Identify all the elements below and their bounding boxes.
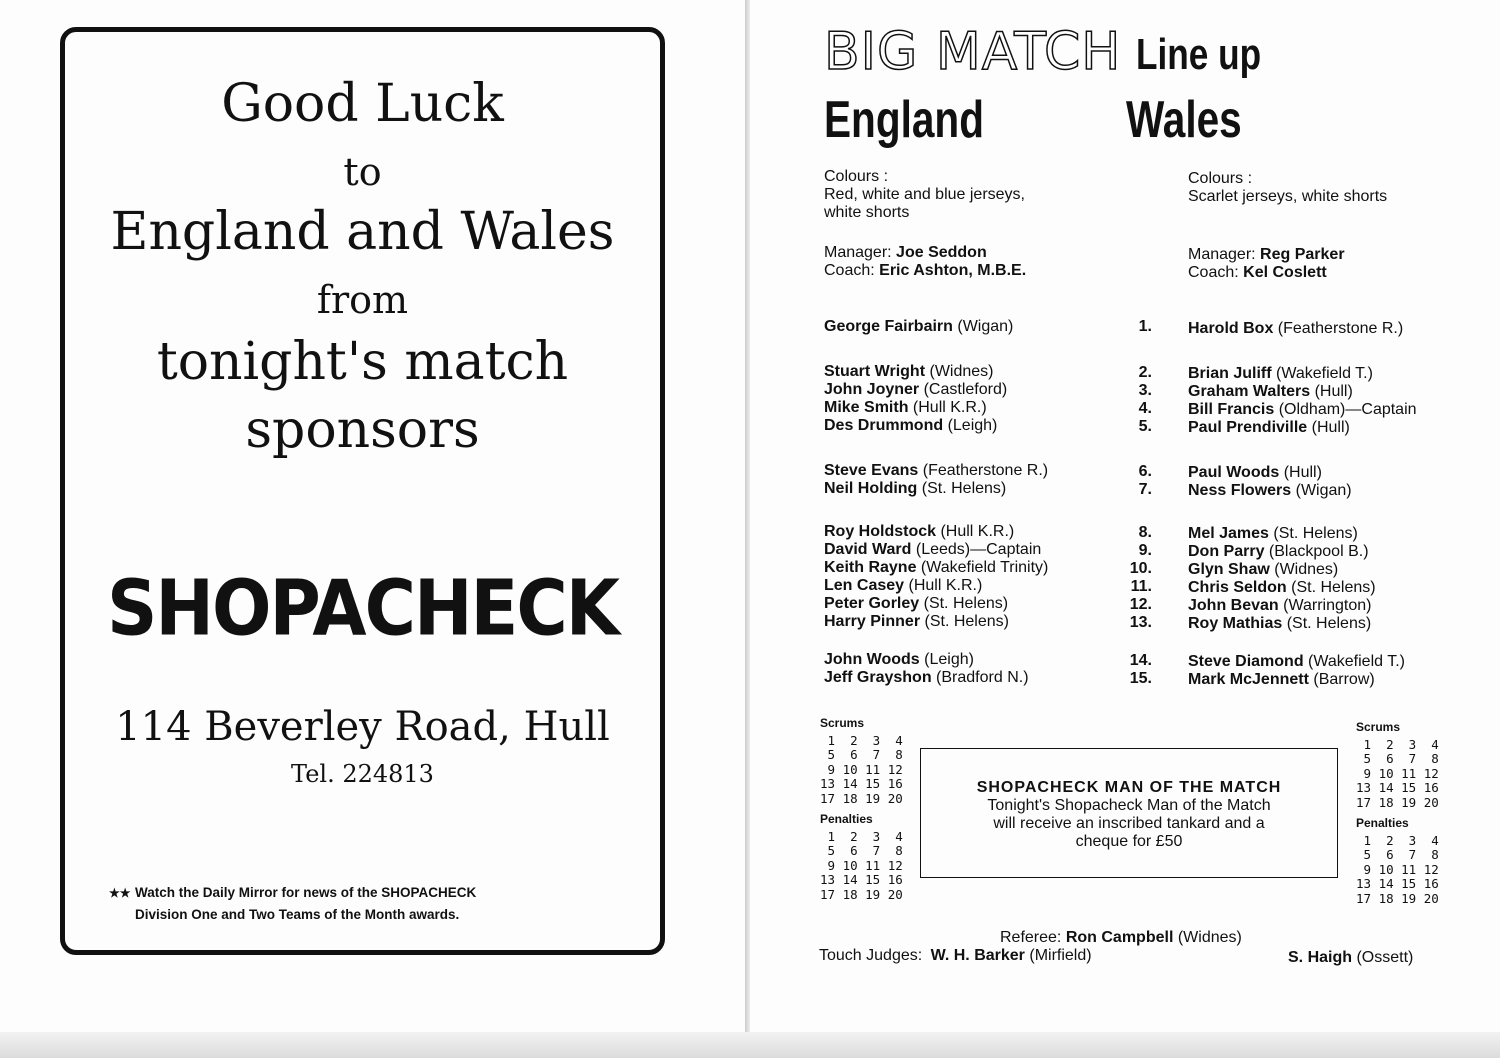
jersey-number-1: 1.: [1138, 318, 1152, 335]
jersey-number-14: 14.: [1129, 652, 1152, 669]
england-manager-label: Manager:: [824, 244, 892, 261]
england-scrums-row: 17 18 19 20: [820, 790, 903, 806]
england-player-3: John Joyner (Castleford): [824, 381, 1008, 398]
england-player-13: Harry Pinner (St. Helens): [824, 613, 1009, 630]
wales-player-3: Graham Walters (Hull): [1188, 383, 1353, 400]
england-scrums-row: 9 10 11 12: [820, 761, 903, 777]
england-player-12: Peter Gorley (St. Helens): [824, 595, 1009, 612]
jersey-number-12: 12.: [1129, 596, 1152, 613]
sponsor-logo: SHOPACHECK: [107, 562, 618, 654]
england-player-2: Stuart Wright (Widnes): [824, 363, 994, 380]
jersey-number-11: 11.: [1130, 578, 1152, 595]
england-penalties-label: Penalties: [820, 812, 873, 826]
england-scrums-row: 13 14 15 16: [820, 776, 903, 791]
wales-player-1: Harold Box (Featherstone R.): [1188, 320, 1404, 337]
touch-judge-2-club: (Ossett): [1356, 949, 1414, 966]
wales-player-10: Glyn Shaw (Widnes): [1188, 561, 1339, 578]
wales-colours-label: Colours :: [1188, 170, 1253, 187]
jersey-number-4: 4.: [1138, 400, 1152, 417]
wales-manager: Reg Parker: [1260, 246, 1345, 263]
england-scrums-label: Scrums: [820, 716, 865, 730]
england-penalties-row: 17 18 19 20: [820, 886, 903, 902]
england-player-11: Len Casey (Hull K.R.): [824, 577, 983, 594]
england-penalties-row: 1 2 3 4: [820, 828, 903, 844]
england-colours: [824, 168, 1025, 222]
ad-line-good-luck: Good Luck: [221, 74, 504, 134]
jersey-number-7: 7.: [1138, 481, 1152, 498]
footnote-line-1: Watch the Daily Mirror for news of the SHOPACHECK: [135, 885, 477, 900]
wales-colours: [1188, 170, 1387, 206]
wales-player-7: Ness Flowers (Wigan): [1188, 482, 1352, 499]
touch-judge-1-name: W. H. Barker: [930, 947, 1025, 964]
sponsor-address: 114 Beverley Road, Hull: [115, 704, 610, 750]
team-england-heading: England: [824, 91, 984, 149]
jersey-number-2: 2.: [1138, 364, 1152, 381]
wales-penalties-row: 9 10 11 12: [1356, 861, 1439, 877]
referee-name: Ron Campbell: [1065, 929, 1174, 946]
england-penalties-row: 5 6 7 8: [820, 843, 903, 858]
wales-colours-line-1: Scarlet jerseys, white shorts: [1188, 188, 1388, 205]
motm-line-3: cheque for £50: [1075, 833, 1183, 850]
referee: [1000, 929, 1242, 947]
big-match-title: BIG MATCH: [824, 22, 1122, 82]
wales-scrums-row: 5 6 7 8: [1356, 751, 1439, 766]
england-player-4: Mike Smith (Hull K.R.): [824, 399, 987, 416]
wales-penalties-row: 13 14 15 16: [1356, 876, 1439, 891]
ad-line-teams: England and Wales: [110, 202, 615, 262]
wales-player-2: Brian Juliff (Wakefield T.): [1188, 365, 1373, 382]
wales-penalties-row: 5 6 7 8: [1356, 847, 1439, 862]
touch-judge-1-club: (Mirfield): [1029, 947, 1092, 964]
wales-scrums-row: 13 14 15 16: [1356, 780, 1439, 795]
england-player-7: Neil Holding (St. Helens): [824, 480, 1007, 497]
team-wales-heading: Wales: [1126, 91, 1242, 149]
sponsor-ad: [60, 27, 665, 955]
touch-judges-label: Touch Judges:: [819, 947, 923, 964]
page-bottom-edge: [0, 1032, 1500, 1058]
england-player-10: Keith Rayne (Wakefield Trinity): [824, 559, 1049, 576]
england-player-1: George Fairbairn (Wigan): [824, 318, 1014, 335]
wales-player-12: John Bevan (Warrington): [1188, 597, 1372, 614]
wales-coach: Kel Coslett: [1243, 264, 1327, 281]
wales-player-13: Roy Mathias (St. Helens): [1188, 615, 1372, 632]
jersey-number-6: 6.: [1138, 463, 1152, 480]
wales-scrums-row: 1 2 3 4: [1356, 736, 1439, 752]
wales-scrums-row: 9 10 11 12: [1356, 765, 1439, 781]
ad-line-to: to: [343, 150, 382, 194]
england-coach-label: Coach:: [824, 262, 875, 279]
england-penalties-row: 9 10 11 12: [820, 857, 903, 873]
right-page: [750, 0, 1500, 1058]
england-staff: [824, 244, 1026, 280]
wales-player-6: Paul Woods (Hull): [1188, 464, 1322, 481]
england-colours-line-1: Red, white and blue jerseys,: [824, 186, 1025, 203]
wales-penalties-label: Penalties: [1356, 816, 1409, 830]
ad-line-tonights-match: tonight's match: [156, 332, 569, 392]
star-icon: ★★: [109, 886, 131, 900]
england-player-9: David Ward (Leeds)—Captain: [824, 541, 1042, 558]
wales-penalties-row: 1 2 3 4: [1356, 832, 1439, 848]
wales-scrums-row: 17 18 19 20: [1356, 794, 1439, 810]
wales-player-11: Chris Seldon (St. Helens): [1188, 579, 1376, 596]
jersey-number-9: 9.: [1138, 542, 1152, 559]
ad-line-sponsors: sponsors: [245, 400, 480, 460]
referee-label: Referee:: [1000, 929, 1062, 946]
england-colours-label: Colours :: [824, 168, 889, 185]
touch-judge-1: [819, 947, 1092, 965]
wales-coach-label: Coach:: [1188, 264, 1239, 281]
jersey-number-13: 13.: [1129, 614, 1152, 631]
england-tally: [820, 716, 903, 902]
wales-staff: [1188, 246, 1345, 282]
wales-player-4: Bill Francis (Oldham)—Captain: [1188, 401, 1417, 418]
jersey-number-10: 10.: [1129, 560, 1152, 577]
wales-player-5: Paul Prendiville (Hull): [1188, 419, 1350, 436]
touch-judge-2-name: S. Haigh: [1288, 949, 1353, 966]
england-colours-line-2: white shorts: [824, 204, 910, 221]
england-player-5: Des Drummond (Leigh): [824, 417, 998, 434]
england-player-15: Jeff Grayshon (Bradford N.): [824, 669, 1029, 686]
england-manager: Joe Seddon: [896, 244, 987, 261]
jersey-number-3: 3.: [1138, 382, 1152, 399]
wales-player-15: Mark McJennett (Barrow): [1188, 671, 1375, 688]
wales-player-8: Mel James (St. Helens): [1188, 525, 1358, 542]
wales-penalties-row: 17 18 19 20: [1356, 890, 1439, 906]
ad-line-from: from: [316, 278, 409, 322]
england-player-14: John Woods (Leigh): [824, 651, 974, 668]
motm-title: SHOPACHECK MAN OF THE MATCH: [976, 779, 1282, 796]
sponsor-tel: Tel. 224813: [291, 760, 434, 788]
jersey-number-8: 8.: [1138, 524, 1152, 541]
wales-player-9: Don Parry (Blackpool B.): [1188, 543, 1369, 560]
motm-line-2: will receive an inscribed tankard and a: [993, 815, 1265, 832]
referee-club: (Widnes): [1177, 929, 1242, 946]
england-player-8: Roy Holdstock (Hull K.R.): [824, 523, 1015, 540]
jersey-number-15: 15.: [1129, 670, 1152, 687]
england-scrums-row: 5 6 7 8: [820, 747, 903, 762]
england-penalties-row: 13 14 15 16: [820, 872, 903, 887]
motm-line-1: Tonight's Shopacheck Man of the Match: [987, 797, 1271, 814]
touch-judge-2: [1288, 949, 1413, 967]
england-coach: Eric Ashton, M.B.E.: [879, 262, 1027, 279]
wales-scrums-label: Scrums: [1356, 720, 1401, 734]
footnote-line-2: Division One and Two Teams of the Month awards.: [135, 907, 460, 922]
man-of-the-match-box: [920, 748, 1338, 878]
wales-player-14: Steve Diamond (Wakefield T.): [1188, 653, 1405, 670]
ad-footnote: [109, 882, 605, 926]
lineup-title: Line up: [1136, 30, 1262, 79]
left-page: [0, 0, 745, 1058]
wales-manager-label: Manager:: [1188, 246, 1256, 263]
jersey-number-5: 5.: [1138, 418, 1152, 435]
wales-tally: [1356, 720, 1439, 906]
england-scrums-row: 1 2 3 4: [820, 732, 903, 748]
england-player-6: Steve Evans (Featherstone R.): [824, 462, 1049, 479]
